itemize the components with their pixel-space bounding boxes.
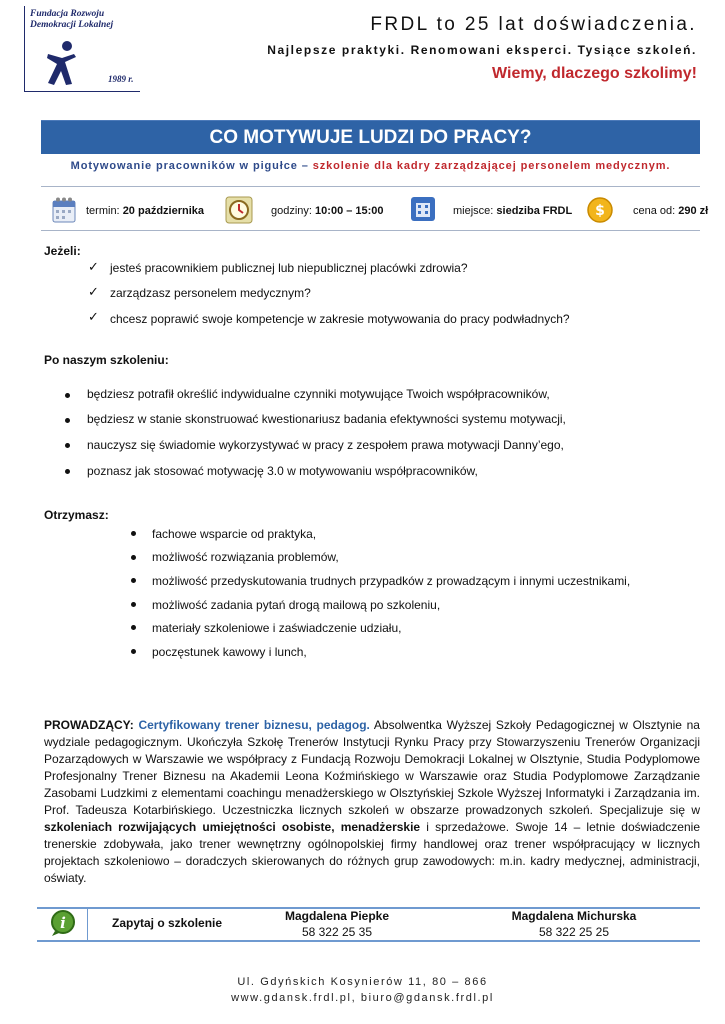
- jezeli-item: zarządzasz personelem medycznym?: [110, 286, 311, 300]
- miejsce-label: miejsce:: [453, 205, 494, 217]
- bullet-icon: [131, 602, 136, 607]
- bullet-icon: [131, 649, 136, 654]
- otrzymasz-item: możliwość rozwiązania problemów,: [152, 550, 339, 564]
- otrzymasz-item: możliwość przedyskutowania trudnych przypadków z prowadzącym i innymi uczestnikami,: [152, 574, 631, 588]
- bullet-icon: [65, 443, 70, 448]
- godziny-label: godziny:: [271, 205, 312, 217]
- trainer-text-2: i sprzedażowe. Swoje 14 – letnie doświadczenie trenerskie zdobywała, jako trener wewnętrzny ogólnopolskiej firmy handlowej oraz trener współpracujący w licznych projektach szkoleniowo – doradczych skierowanych do różnych grup zawodowych: m.in. kadry medycznej, administracji, oświaty.: [44, 820, 700, 885]
- footer-address: Ul. Gdyńskich Kosynierów 11, 80 – 866: [237, 976, 488, 988]
- trainer-text-1: Absolwentka Wyższej Szkoły Pedagogicznej w Olsztynie na wydziale pedagogicznym. Ukończyła Szkołę Trenerów Instytucji Rynku Pracy przy Stowarzyszeniu Trenerów Organizacji Pozarządowych w Warszawie we współpracy z Fundacją Rozwoju Demokracji Lokalnej w Olsztynie, Studia Podyplomowe Profesjonalny Trener Biznesu na Akademii Leona Koźmińskiego w Warszawie oraz Studia Podyplomowe Zarządzanie Zasobami Ludzkimi z elementami coachingu menadżerskiego w Olsztyńskiej Szkole Wyższej Informatyki i Zarządzania im. Prof. Tadeusza Kotarbińskiego. Uczestniczka licznych szkoleń w obszarze prowadzonych szkoleń. Specjalizuje się w: [44, 718, 700, 817]
- calendar-icon: [51, 196, 77, 224]
- info-termin: [86, 198, 204, 224]
- header-title: FRDL to 25 lat doświadczenia.: [370, 14, 697, 35]
- miejsce-value: siedziba FRDL: [496, 205, 573, 217]
- bullet-icon: [65, 393, 70, 398]
- info-miejsce: [453, 198, 572, 224]
- header-tagline: Wiemy, dlaczego szkolimy!: [492, 65, 697, 82]
- check-icon: ✓: [88, 284, 99, 299]
- szkolenie-item: będziesz potrafił określić indywidualne czynniki motywujące Twoich współpracowników,: [87, 387, 550, 401]
- svg-text:$: $: [595, 203, 605, 219]
- clock-icon: [225, 196, 253, 224]
- otrzymasz-item: poczęstunek kawowy i lunch,: [152, 645, 307, 659]
- coin-icon: [586, 196, 616, 224]
- header-subtitle: Najlepsze praktyki. Renomowani eksperci. Tysiące szkoleń.: [267, 43, 697, 57]
- termin-value: 20 października: [122, 205, 205, 217]
- bullet-icon: [131, 531, 136, 536]
- bullet-icon: [65, 469, 70, 474]
- course-subtitle-main: Motywowanie pracowników w pigułce –: [70, 160, 309, 172]
- bullet-icon: [131, 625, 136, 630]
- godziny-value: 10:00 – 15:00: [315, 205, 384, 217]
- otrzymasz-item: materiały szkoleniowe i zaświadczenie udziału,: [152, 621, 402, 635]
- course-subtitle-target: szkolenie dla kadry zarządzającej personelem medycznym.: [312, 160, 671, 172]
- trainer-role: Certyfikowany trener biznesu, pedagog.: [138, 718, 370, 732]
- trainer-specialty: szkoleniach rozwijających umiejętności osobiste, menadżerskie: [44, 820, 421, 834]
- contact-person-2-name: Magdalena Michurska: [511, 909, 637, 923]
- bullet-icon: [131, 578, 136, 583]
- info-divider-bottom: [41, 230, 700, 231]
- logo-text: [30, 9, 113, 31]
- otrzymasz-item: fachowe wsparcie od praktyka,: [152, 527, 317, 541]
- szkolenie-item: poznasz jak stosować motywację 3.0 w motywowaniu współpracowników,: [87, 464, 478, 478]
- bullet-icon: [65, 418, 70, 423]
- logo-figure-icon: [40, 40, 84, 88]
- szkolenie-heading: Po naszym szkoleniu:: [44, 353, 169, 367]
- jezeli-item: chcesz poprawić swoje kompetencje w zakresie motywowania do pracy podwładnych?: [110, 312, 570, 326]
- trainer-description: [44, 717, 700, 887]
- info-godziny: [271, 198, 384, 224]
- bullet-icon: [131, 555, 136, 560]
- course-title: CO MOTYWUJE LUDZI DO PRACY?: [41, 120, 700, 154]
- otrzymasz-item: możliwość zadania pytań drogą mailową po szkoleniu,: [152, 598, 441, 612]
- trainer-label: PROWADZĄCY:: [44, 718, 134, 732]
- contact-person-1-phone[interactable]: 58 322 25 35: [301, 925, 373, 939]
- building-icon: [410, 196, 436, 222]
- cena-value: 290 zł: [678, 205, 709, 217]
- contact-person-1-name: Magdalena Piepke: [284, 909, 390, 923]
- ask-label: Zapytaj o szkolenie: [112, 916, 223, 930]
- info-icon: [50, 909, 76, 937]
- check-icon: ✓: [88, 309, 99, 324]
- info-cena: [633, 198, 708, 224]
- cena-label: cena od:: [633, 205, 676, 217]
- otrzymasz-heading: Otrzymasz:: [44, 508, 109, 522]
- course-subtitle: [41, 160, 700, 172]
- contact-person-2-phone[interactable]: 58 322 25 25: [538, 925, 610, 939]
- check-icon: ✓: [88, 259, 99, 274]
- contact-divider-bottom: [37, 940, 700, 942]
- jezeli-heading: Jeżeli:: [44, 244, 81, 258]
- szkolenie-item: nauczysz się świadomie wykorzystywać w pracy z zespołem prawa motywacji Danny’ego,: [87, 438, 564, 452]
- logo-line-1: Fundacja Rozwoju: [30, 9, 105, 19]
- contact-separator: [87, 908, 88, 940]
- footer: [0, 974, 725, 1006]
- szkolenie-item: będziesz w stanie skonstruować kwestionariusz badania efektywności systemu motywacji,: [87, 412, 566, 426]
- contact-person-1: [247, 908, 427, 940]
- logo-line-2: Demokracji Lokalnej: [30, 20, 114, 30]
- info-divider-top: [41, 186, 700, 187]
- termin-label: termin:: [86, 205, 120, 217]
- logo-year: 1989 r.: [108, 74, 134, 84]
- svg-text:i: i: [60, 914, 66, 932]
- contact-person-2: [484, 908, 664, 940]
- jezeli-item: jesteś pracownikiem publicznej lub niepublicznej placówki zdrowia?: [110, 261, 468, 275]
- footer-web[interactable]: www.gdansk.frdl.pl, biuro@gdansk.frdl.pl: [231, 992, 494, 1004]
